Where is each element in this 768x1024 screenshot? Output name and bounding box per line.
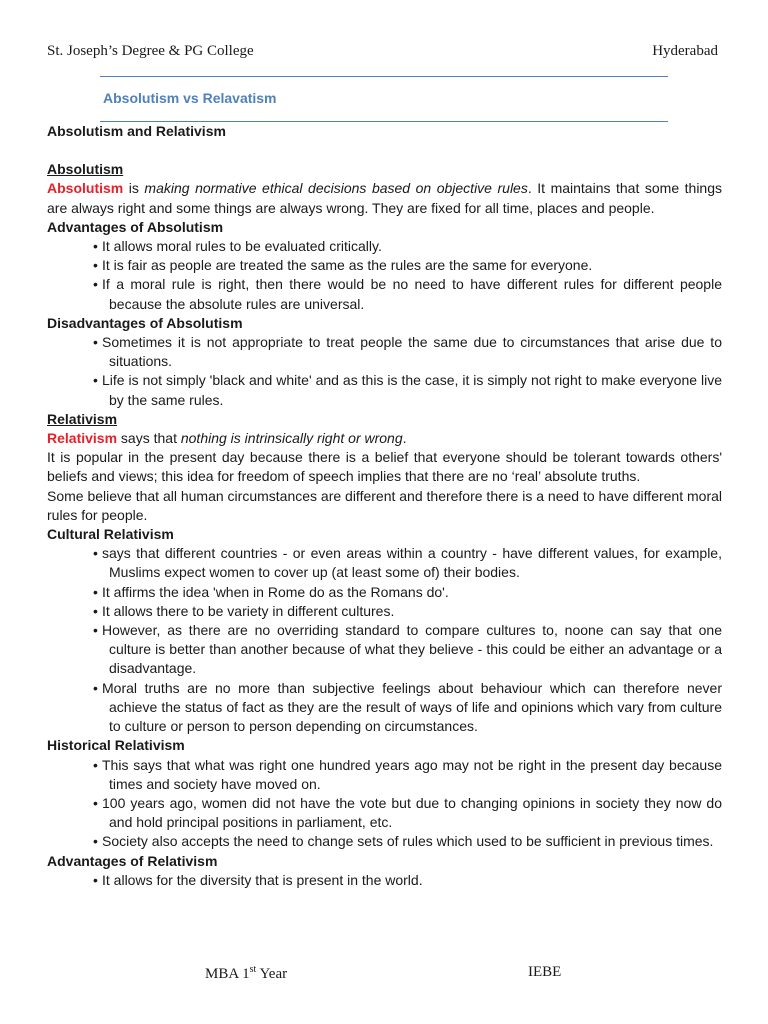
list-item: • This says that what was right one hundred years ago may not be right in the present day because times and society have moved on.	[93, 756, 722, 792]
relativism-paragraph-1: It is popular in the present day because there is a belief that everyone should be tolerant towards others' beliefs and views; this idea for freedom of speech implies that there are no ‘real’ absolute truths.	[47, 449, 722, 485]
list-item: • 100 years ago, women did not have the vote but due to changing opinions in society they now do and hold principal positions in parliament, etc.	[93, 794, 722, 831]
list-item: • It allows for the diversity that is present in the world.	[93, 871, 423, 888]
list-item: • It allows moral rules to be evaluated critically.	[93, 238, 382, 255]
list-item: • It is fair as people are treated the same as the rules are the same for everyone.	[93, 257, 593, 274]
relativism-paragraph-2: Some believe that all human circumstances are different and therefore there is a need to have different moral rules for people.	[47, 487, 722, 523]
historical-relativism-heading: Historical Relativism	[47, 737, 185, 754]
historical-relativism-list	[47, 756, 722, 852]
list-item: • Society also accepts the need to change sets of rules which used to be sufficient in previous times.	[93, 833, 714, 850]
disadv-absolutism-list	[47, 333, 722, 410]
list-item: • However, as there are no overriding standard to compare cultures to, noone can say that one culture is better than another because of what they believe - this could be either an advantage or a disadvantage.	[93, 622, 722, 677]
adv-absolutism-heading: Advantages of Absolutism	[47, 218, 224, 235]
list-item: • It allows there to be variety in different cultures.	[93, 602, 395, 619]
absolutism-paragraph: Absolutism is making normative ethical decisions based on objective rules. It maintains that some things are always right and some things are always wrong. They are fixed for all time, places and people.	[47, 180, 723, 216]
cultural-relativism-heading: Cultural Relativism	[47, 526, 174, 543]
list-item: • says that different countries - or even areas within a country - have different values, for example, Muslims expect women to cover up (at least some of) their bodies.	[93, 545, 722, 581]
cultural-relativism-list	[47, 544, 722, 736]
relativism-term: Relativism	[47, 430, 118, 447]
list-item: • Moral truths are no more than subjective feelings about behaviour which can therefore never achieve the status of fact as they are the result of ways of life and opinions which vary from culture to culture or person to person depending on circumstances.	[93, 679, 722, 735]
disadv-absolutism-heading: Disadvantages of Absolutism	[47, 314, 243, 331]
list-item: • Life is not simply 'black and white' and as this is the case, it is simply not right to make everyone live by the same rules.	[93, 372, 722, 408]
relativism-definition: nothing is intrinsically right or wrong	[180, 430, 403, 447]
relativism-heading: Relativism	[47, 410, 118, 427]
absolutism-heading: Absolutism	[47, 161, 124, 178]
document-body	[47, 122, 722, 890]
footer-institute: IEBE	[528, 964, 562, 980]
adv-absolutism-list	[47, 237, 722, 314]
list-item: • Sometimes it is not appropriate to treat people the same due to circumstances that arise due to situations.	[93, 334, 722, 370]
absolutism-term: Absolutism	[47, 180, 124, 197]
list-item: • It affirms the idea 'when in Rome do as the Romans do'.	[93, 583, 449, 600]
adv-relativism-list	[47, 871, 722, 890]
header-college: St. Joseph’s Degree & PG College	[47, 43, 254, 59]
absolutism-definition: making normative ethical decisions based on objective rules	[144, 180, 528, 197]
relativism-definition-line: Relativism says that nothing is intrinsically right or wrong.	[47, 430, 407, 447]
list-item: • If a moral rule is right, then there would be no need to have different rules for different people because the absolute rules are universal.	[93, 276, 722, 312]
document-title: Absolutism vs Relavatism	[103, 90, 277, 106]
adv-relativism-heading: Advantages of Relativism	[47, 852, 218, 869]
footer-course: MBA 1st Year	[205, 964, 288, 982]
title-rule-top	[100, 76, 668, 77]
header-city: Hyderabad	[652, 43, 718, 59]
main-heading: Absolutism and Relativism	[47, 123, 226, 139]
